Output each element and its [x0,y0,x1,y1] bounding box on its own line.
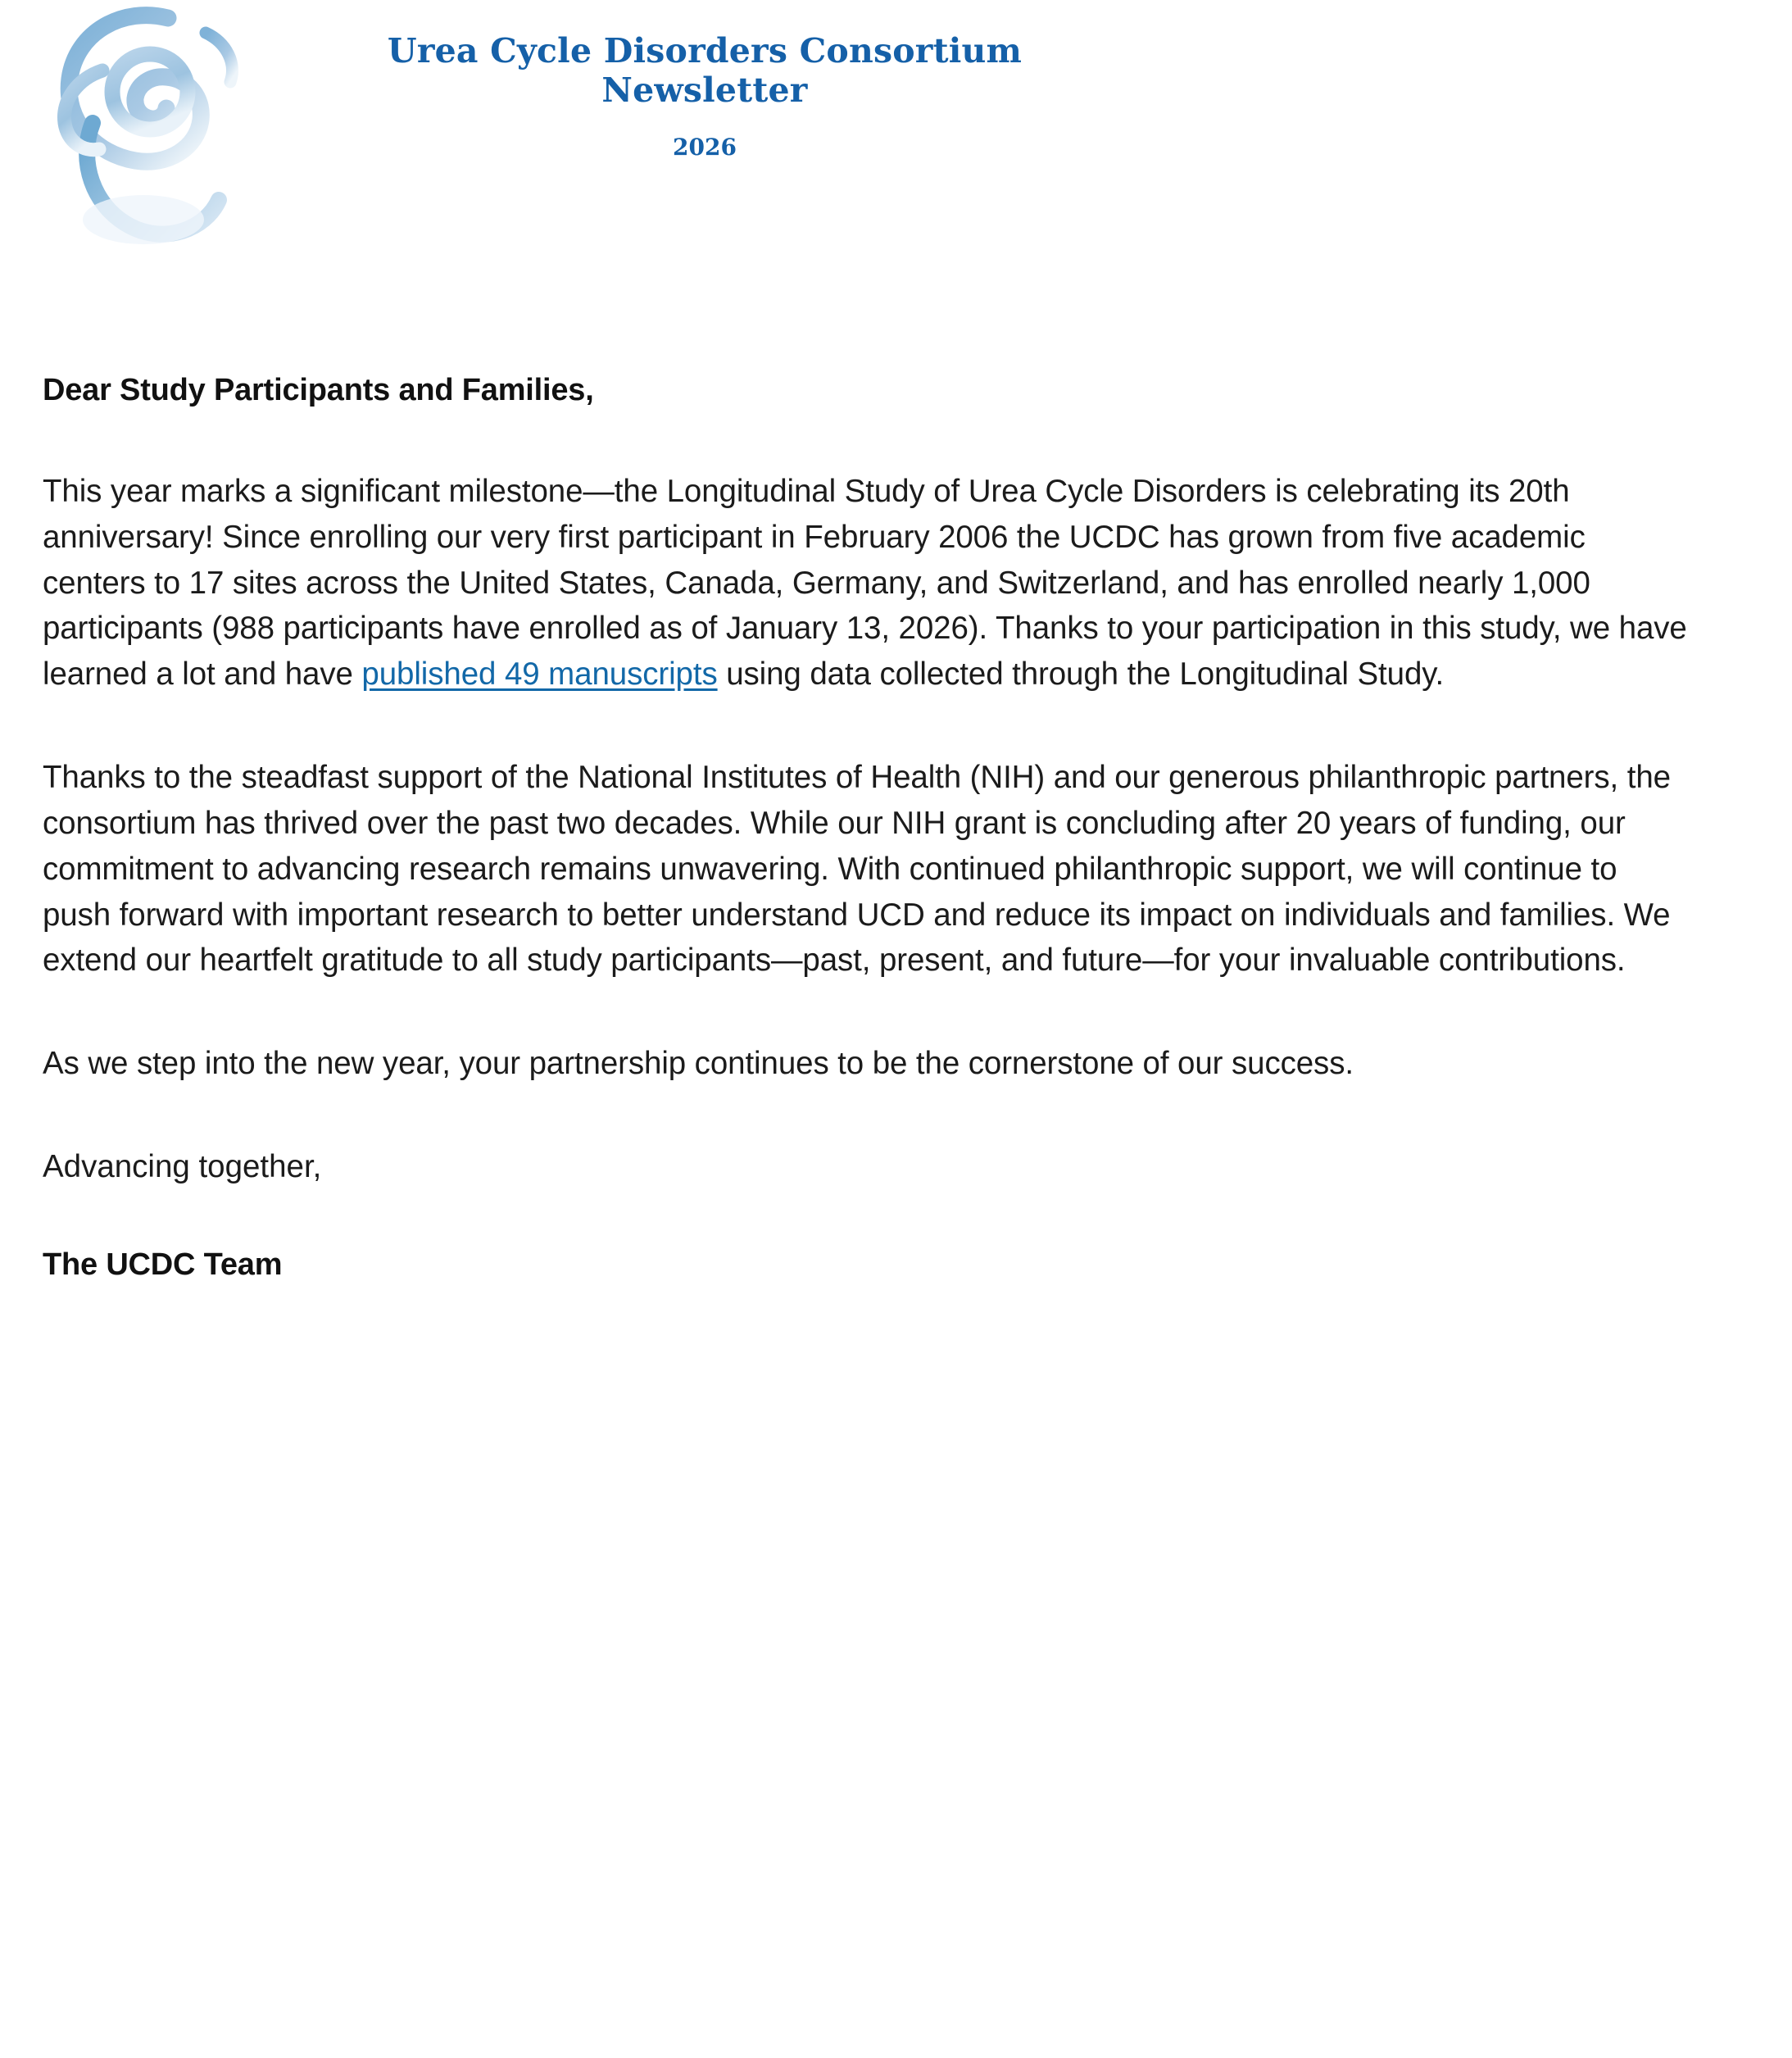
newsletter-header [0,0,1792,270]
spacer [43,1087,1690,1144]
ucdc-swirl-logo [45,0,270,254]
spacer [43,408,1690,469]
header-title-block [270,31,1139,161]
letter-signature: The UCDC Team [43,1247,283,1282]
newsletter-year: 2026 [673,133,737,161]
letter-paragraph-2: Thanks to the steadfast support of the National Institutes of Health (NIH) and our generous philanthropic partners, the consortium has thrived over the past two decades. While our NIH grant is concluding after 20 years of funding, our commitment to advancing research remains unwavering. With continued philanthropic support, we will continue to push forward with important research to better understand UCD and reduce its impact on individuals and families. We extend our heartfelt gratitude to all study participants—past, present, and future—for your invaluable contributions. [43,760,1671,979]
paragraph-1-text-before-link: This year marks a significant milestone—the Longitudinal Study of Urea Cycle Disorders is celebrating its 20th anniversary! Since enrolling our very first participant in February 2006 the UCDC has grown from five academic centers to 17 sites across the United States, Canada, Germany, and Switzerland, and has enrolled nearly 1,000 participants (988 participants have enrolled as of January 13, 2026). Thanks to your participation in this study, we have learned a lot and have [43,474,1687,693]
spacer [43,1190,1690,1247]
letter-body [43,373,1690,1283]
spacer [43,984,1690,1041]
newsletter-title-line2: Newsletter [601,70,808,111]
letter-paragraph-3: As we step into the new year, your partnership continues to be the cornerstone of our success. [43,1046,1354,1082]
letter-closing: Advancing together, [43,1148,322,1184]
letter-salutation: Dear Study Participants and Families, [43,373,594,407]
published-manuscripts-link[interactable]: published 49 manuscripts [361,656,718,693]
paragraph-1-text-after-link: using data collected through the Longitudinal Study. [717,656,1445,693]
spacer [43,697,1690,755]
letter-paragraph-1 [43,469,1690,697]
newsletter-title-line1: Urea Cycle Disorders Consortium [387,31,1023,70]
